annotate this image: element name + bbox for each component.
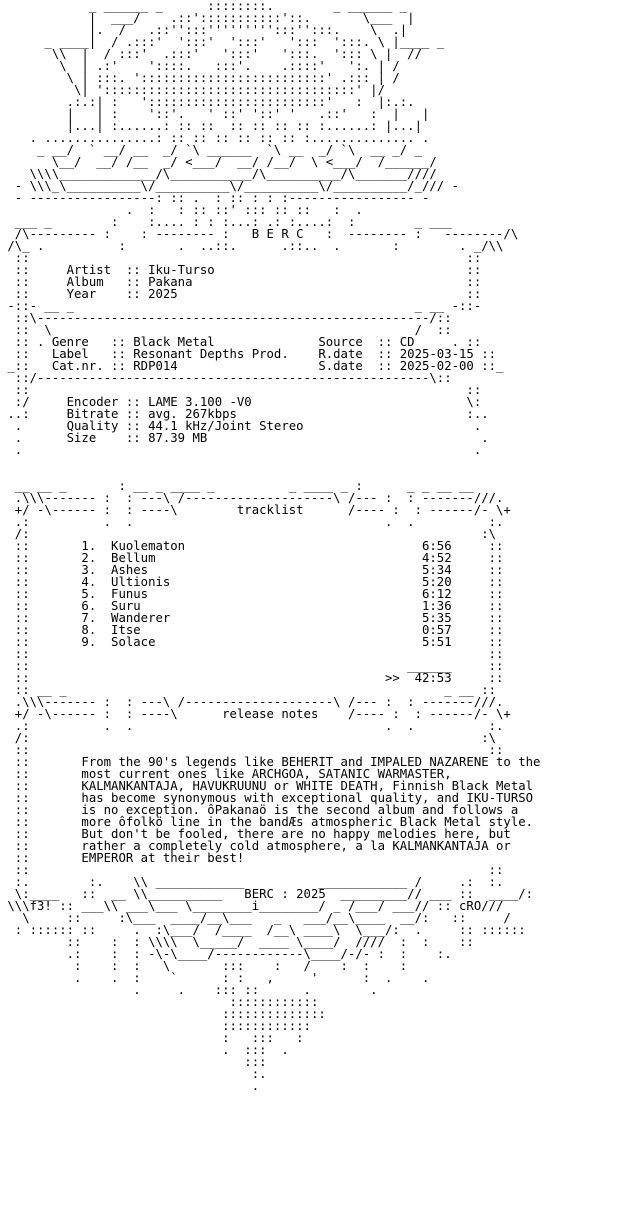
nfo-line: ::: [0,1055,267,1069]
nfo-line: :. :. \\ ____________ ____________ / .: :. [0,875,504,889]
nfo-line: .\\\------- : : ---\ /--------------------\ /--- : : -------///. [0,695,504,709]
nfo-line: ..: Bitrate :: avg. 267kbps :.. [0,407,489,421]
nfo-line: :: Label :: Resonant Depths Prod. R.date :: 2025-03-15 :: [0,347,497,361]
nfo-line: +/ -\------ : : ----\ tracklist /---- : : ------/- \+ [0,503,511,517]
nfo-line: :: :: [0,647,504,661]
nfo-line: . [0,1079,260,1093]
nfo-line: :::::::::::: [0,995,319,1009]
nfo-line: :: Year :: 2025 :: [0,287,482,301]
nfo-line: :: \ / :: [0,323,452,337]
nfo-line: . . ::: :: . . [0,983,378,997]
nfo-line: :: . Genre :: Black Metal Source :: CD . :: [0,335,482,349]
nfo-line: :: 1. Kuolematon 6:56 :: [0,539,504,553]
nfo-line: :: ______ :: [0,659,504,673]
nfo-line: . . : ` : : , ' : . . [0,971,430,985]
nfo-line: :: 5. Funus 6:12 :: [0,587,504,601]
nfo-line: :. [0,1067,267,1081]
nfo-line: |...| :......: :: :: :: :: :: :: :......: |...| [0,119,422,133]
nfo-line: :: rather a completely cold atmosphere, a la KALMANKANTAJA or [0,839,511,853]
nfo-line: | ___/ .::':::::::::::'::. \___ | [0,11,415,25]
nfo-line: +/ -\------ : : ----\ release notes /---- : : ------/- \+ [0,707,511,721]
nfo-line: . . [0,443,482,457]
nfo-line: /\--------- : : -------- : B E R C : -------- : --------/\ [0,227,519,241]
nfo-line: . ...............: :: :: :: :: :: :: :.............. . [0,131,430,145]
nfo-line: :::::::::::: [0,1019,311,1033]
nfo-line: ::\-----------------------------------------------------/:: [0,311,452,325]
nfo-line: .: . . . . :. [0,515,504,529]
nfo-line: . ::: . [0,1043,289,1057]
nfo-line: :: :: [0,743,504,757]
nfo-line: /: :\ [0,731,497,745]
nfo-line: . Size :: 87.39 MB . [0,431,489,445]
nfo-line: \__/ __/ /__ _/ <___/ __/ /__/ \ <___/ /______/ [0,155,437,169]
nfo-line: :: :: [0,863,504,877]
nfo-line: :: 3. Ashes 5:34 :: [0,563,504,577]
nfo-line: \ :: :\___ ____/__\___ _ ___/__\____ __/: :: / [0,911,511,925]
nfo-line: :: 7. Wanderer 5:35 :: [0,611,504,625]
nfo-line: -::- __ _ _ __ -::- [0,299,482,313]
nfo-line: |. / .::'':::''''''''':::'':::. \ .| [0,23,408,37]
nfo-line: :: 2. Bellum 4:52 :: [0,551,504,565]
nfo-line: :: 4. Ultionis 5:20 :: [0,575,504,589]
nfo-line: : : : \ ::: : / : : : [0,959,408,973]
nfo-line: :: most current ones like ARCHGOA, SATANIC WARMASTER, [0,767,452,781]
nfo-line: :: From the 90's legends like BEHERIT and IMPALED NAZARENE to the [0,755,541,769]
nfo-line: \\\f3! :: ___\\ ___\___ \________i________/ _ /___/ ___// :: cRO/// [0,899,504,913]
nfo-line: .: : : -\-\____/------------\____/-/- : : :. [0,947,452,961]
nfo-line: . : : :: ::' ::: :: :: : . [0,203,363,217]
nfo-line: _ ______ _ ::::::::. _ ______ _ [0,0,408,13]
nfo-line: :::::::::::::: [0,1007,326,1021]
nfo-line: /: :\ [0,527,497,541]
nfo-line: ___ _ : :.... : : :...: .: :....: : _ ___ [0,215,452,229]
nfo-line: :: __ _ _ __ :: [0,683,497,697]
nfo-line: :: But don't be fooled, there are no happy melodies here, but [0,827,511,841]
nfo-line: | | : '::'. ' ::' '::' ' .::' : | | [0,107,430,121]
nfo-line: .\\\------- : : ---\ /--------------------\ /--- : : -------///. [0,491,504,505]
nfo-line: :: has become synonymous with exceptional quality, and IKU-TURSO [0,791,534,805]
nfo-line: :: KALMANKANTAJA, HAVUKRUUNU or WHITE DEATH, Finnish Black Metal [0,779,534,793]
nfo-line: :: more ôfolkö line in the bandÆs atmospheric Black Metal style. [0,815,534,829]
nfo-line: \ | :::. ':::::::::::::::::::::::::' .::: | / [0,71,400,85]
nfo-line: ::/-----------------------------------------------------\:: [0,371,452,385]
nfo-line: \\ | / :::' .:::' ':::' ':::. '::: \ | // [0,47,422,61]
nfo-line: :: is no exception. ôPakanaö is the second album and follows a [0,803,519,817]
nfo-line: _ __/ ` __/ __ _/ `\ ______ `\ __ _/ `\ __ _/ _ [0,143,422,157]
nfo-line: :: EMPEROR at their best! [0,851,245,865]
nfo-line: _:: Cat.nr. :: RDP014 S.date :: 2025-02-00 ::_ [0,359,504,373]
nfo-line: _ ____| / .:::' ':::' ':::' '::: ':::. \ |____ _ [0,35,445,49]
nfo-line: \| '::::::::::::::::::::::::::::::::::' |/ [0,83,385,97]
nfo-line: : ::: : [0,1031,304,1045]
nfo-line: :: >> 42:53 :: [0,671,504,685]
nfo-line: :: 6. Suru 1:36 :: [0,599,504,613]
nfo-line: :/ Encoder :: LAME 3.100 -V0 \: [0,395,482,409]
nfo-line: :: 9. Solace 5:51 :: [0,635,504,649]
nfo-line: :: Album :: Pakana :: [0,275,482,289]
nfo-line: /\_ . : . ..::. .::.. . : . _/\\ [0,239,504,253]
nfo-line: \\\\_____________/\___________/\__________/\_______//// [0,167,437,181]
nfo-line: :: Artist :: Iku-Turso :: [0,263,482,277]
nfo-line: - -----------------: :: . : :: : : :----------------- - [0,191,430,205]
nfo-line: __ __ _ : __ _ ____ _ _ ____ _ : _ _ __ __ [0,479,474,493]
nfo-line: .:.:| : '::::::::::::::::::::::::' : |:.:. [0,95,415,109]
nfo-line: \ | .:' '::::. :::'. .::::' ':. | / [0,59,400,73]
nfo-line: - \\\_\__________\/__________\/__________\/__________/_/// - [0,179,460,193]
nfo-line: :: 8. Itse 0:57 :: [0,623,504,637]
nfo-line: . Quality :: 44.1 kHz/Joint Stereo . [0,419,482,433]
nfo-line: :: :: [0,383,482,397]
nfo-line: :: :: [0,251,482,265]
nfo-line: .: . . . . :. [0,719,504,733]
nfo-line: \:____ :: __ \\__________ BERC : 2025 _________// ___ :: ____/: [0,887,534,901]
nfo-line: :: : : \\\\ \_____/ ____ \____/ //// : : :: [0,935,474,949]
nfo-line: : :::::: :: . :\___/ /____ /__\ ____\ \___/: . :: :::::: [0,923,526,937]
